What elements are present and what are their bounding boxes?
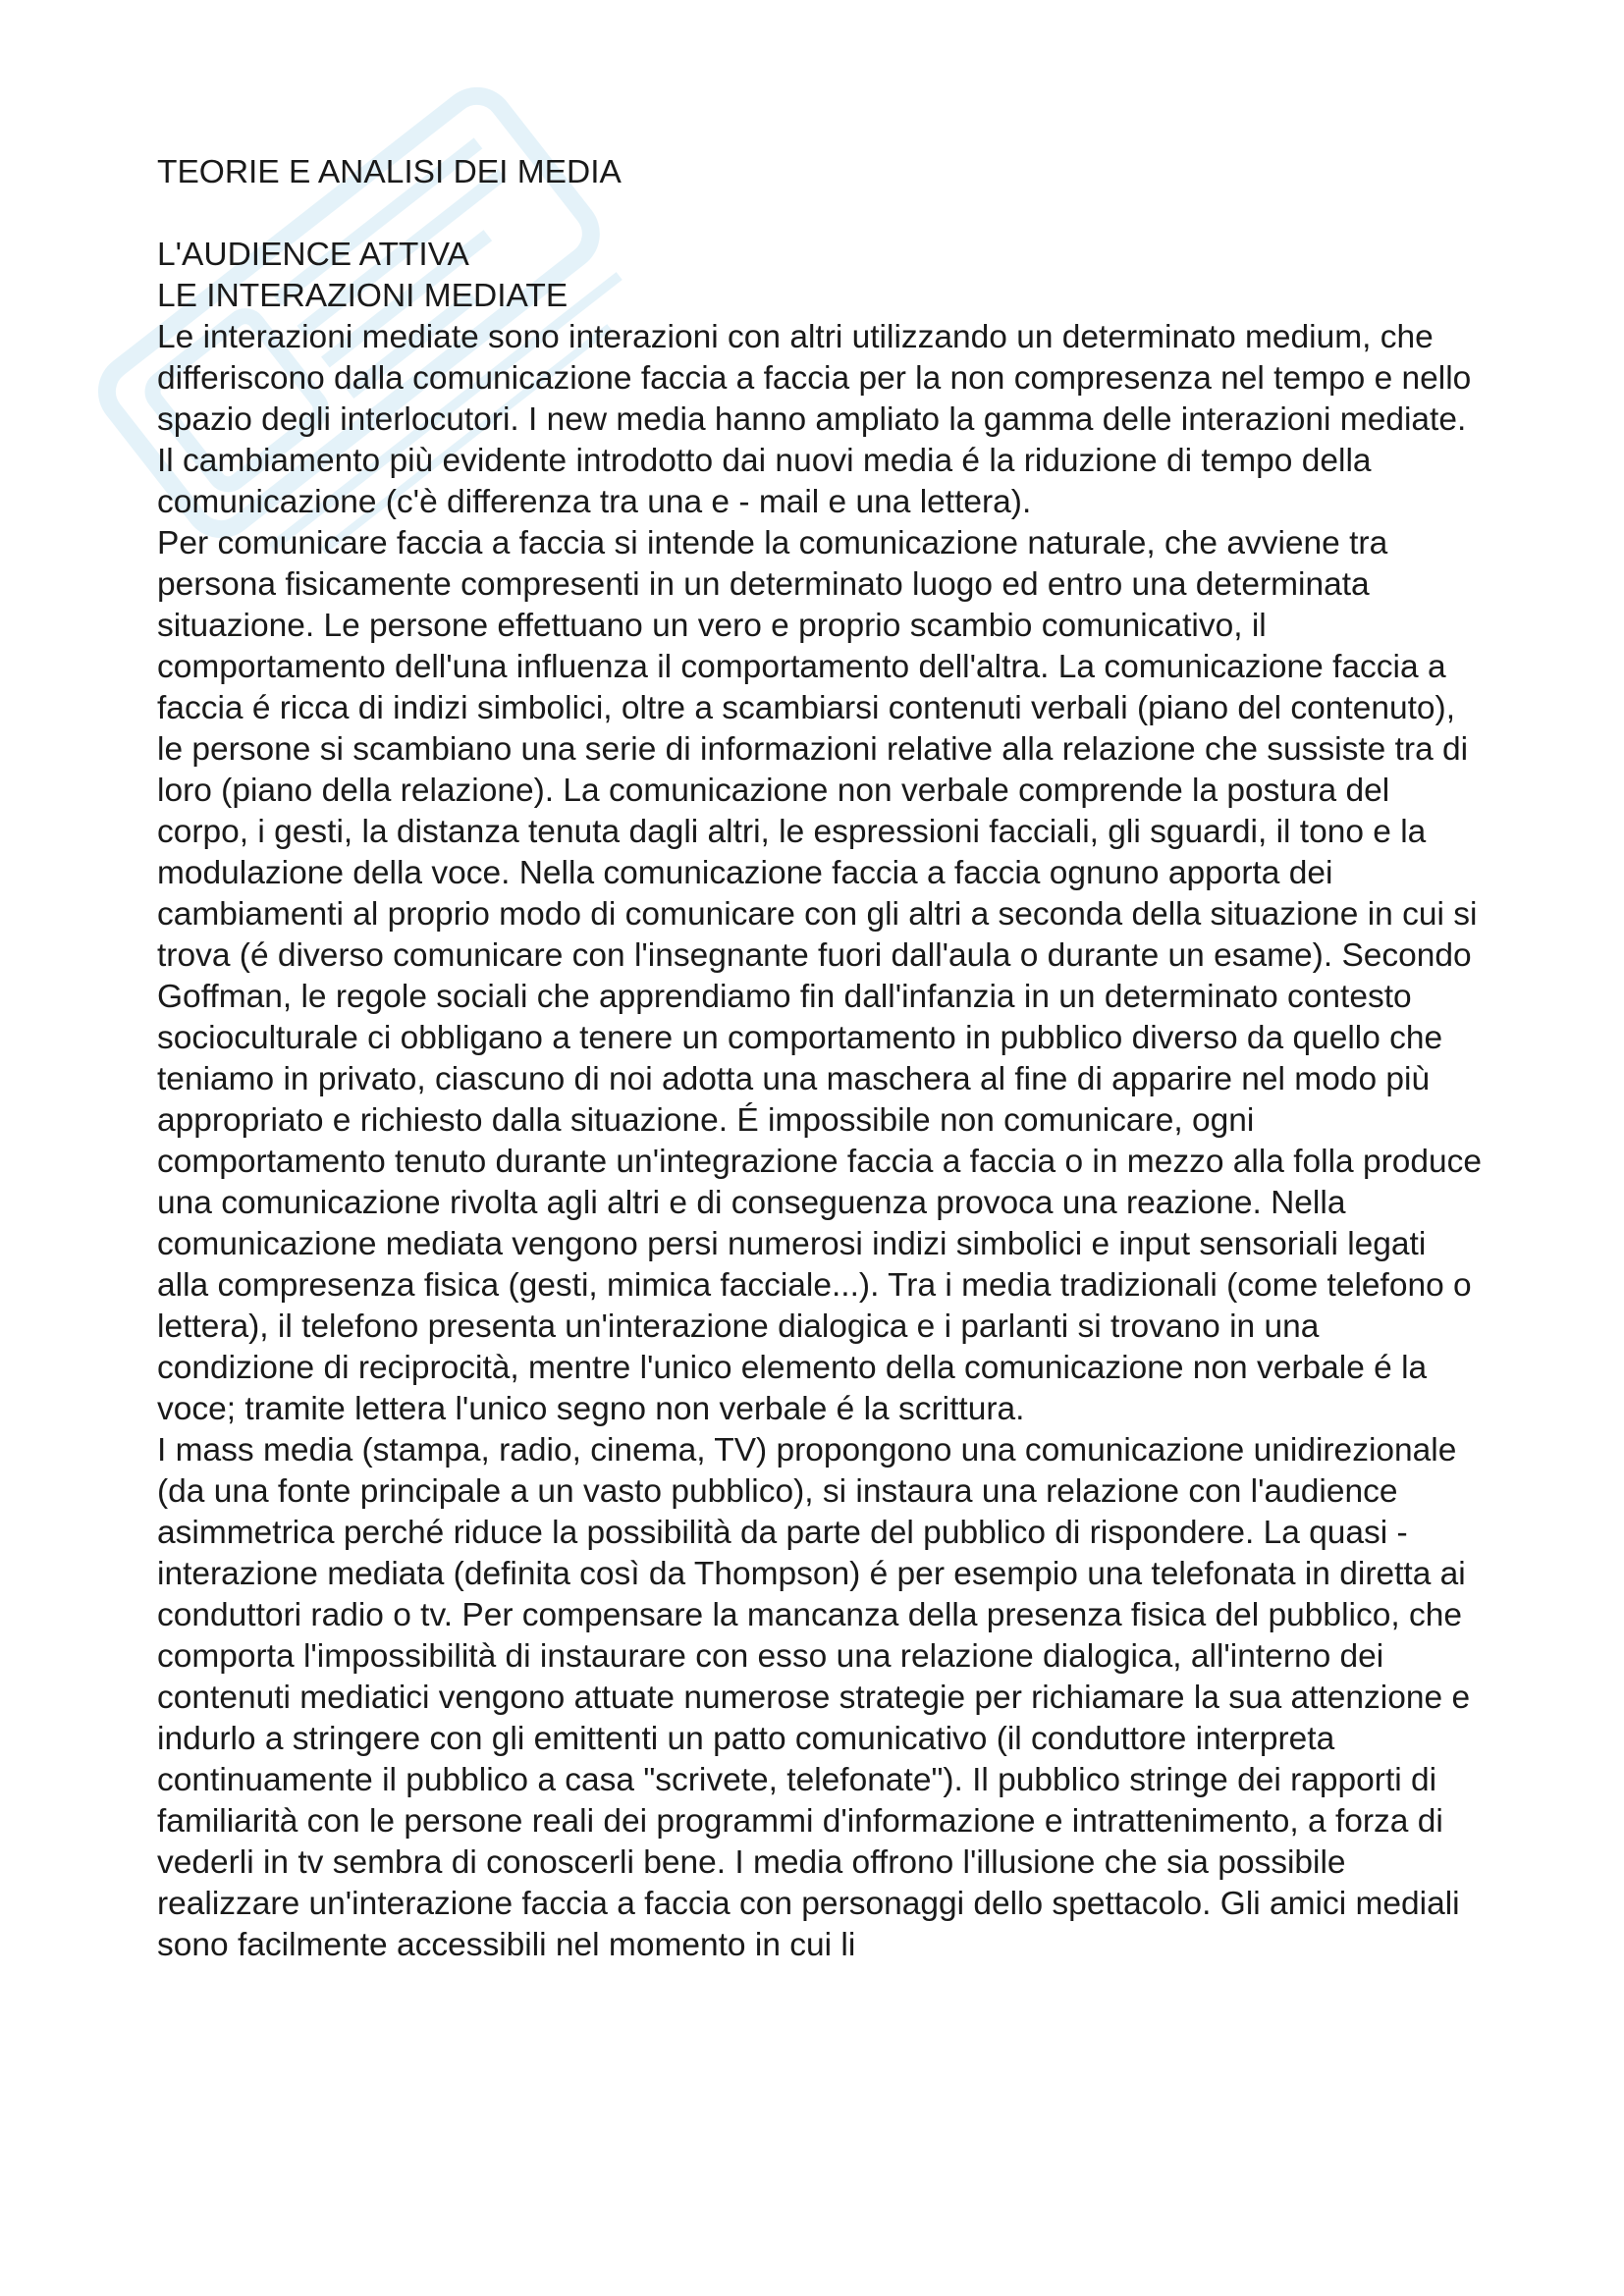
paragraph-1: Le interazioni mediate sono interazioni con altri utilizzando un determinato medium, che differiscono dalla comunicazione faccia a faccia per la non compresenza nel tempo e nello spazio degli interlocutori. I new media hanno ampliato la gamma delle interazioni mediate. Il cambiamento più evidente introdotto dai nuovi media é la riduzione di tempo della comunicazione (c'è differenza tra una e - mail e una lettera). [157, 319, 1472, 520]
document-body [157, 152, 1483, 1966]
document-title: TEORIE E ANALISI DEI MEDIA [157, 154, 622, 190]
subsection-title: LE INTERAZIONI MEDIATE [157, 278, 568, 314]
paragraph-3: I mass media (stampa, radio, cinema, TV) propongono una comunicazione unidirezionale (da una fonte principale a un vasto pubblico), si instaura una relazione con l'audience asimmetrica perché riduce la possibilità da parte del pubblico di rispondere. La quasi - interazione mediata (definita così da Thompson) é per esempio una telefonata in diretta ai conduttori radio o tv. Per compensare la mancanza della presenza fisica del pubblico, che comporta l'impossibilità di instaurare con esso una relazione dialogica, all'interno dei contenuti mediatici vengono attuate numerose strategie per richiamare la sua attenzione e indurlo a stringere con gli emittenti un patto comunicativo (il conduttore interpreta continuamente il pubblico a casa "scrivete, telefonate"). Il pubblico stringe dei rapporti di familiarità con le persone reali dei programmi d'informazione e intrattenimento, a forza di vederli in tv sembra di conoscerli bene. I media offrono l'illusione che sia possibile realizzare un'interazione faccia a faccia con personaggi dello spettacolo. Gli amici mediali sono facilmente accessibili nel momento in cui li [157, 1432, 1471, 1963]
section-title: L'AUDIENCE ATTIVA [157, 237, 469, 273]
paragraph-2: Per comunicare faccia a faccia si intende la comunicazione naturale, che avviene tra persona fisicamente compresenti in un determinato luogo ed entro una determinata situazione. Le persone effettuano un vero e proprio scambio comunicativo, il comportamento dell'una influenza il comportamento dell'altra. La comunicazione faccia a faccia é ricca di indizi simbolici, oltre a scambiarsi contenuti verbali (piano del contenuto), le persone si scambiano una serie di informazioni relative alla relazione che sussiste tra di loro (piano della relazione). La comunicazione non verbale comprende la postura del corpo, i gesti, la distanza tenuta dagli altri, le espressioni facciali, gli sguardi, il tono e la modulazione della voce. Nella comunicazione faccia a faccia ognuno apporta dei cambiamenti al proprio modo di comunicare con gli altri a seconda della situazione in cui si trova (é diverso comunicare con l'insegnante fuori dall'aula o durante un esame). Secondo Goffman, le regole sociali che apprendiamo fin dall'infanzia in un determinato contesto socioculturale ci obbligano a tenere un comportamento in pubblico diverso da quello che teniamo in privato, ciascuno di noi adotta una maschera al fine di apparire nel modo più appropriato e richiesto dalla situazione. É impossibile non comunicare, ogni comportamento tenuto durante un'integrazione faccia a faccia o in mezzo alla folla produce una comunicazione rivolta agli altri e di conseguenza provoca una reazione. Nella comunicazione mediata vengono persi numerosi indizi simbolici e input sensoriali legati alla compresenza fisica (gesti, mimica facciale...). Tra i media tradizionali (come telefono o lettera), il telefono presenta un'interazione dialogica e i parlanti si trovano in una condizione di reciprocità, mentre l'unico elemento della comunicazione non verbale é la voce; tramite lettera l'unico segno non verbale é la scrittura. [157, 525, 1483, 1427]
